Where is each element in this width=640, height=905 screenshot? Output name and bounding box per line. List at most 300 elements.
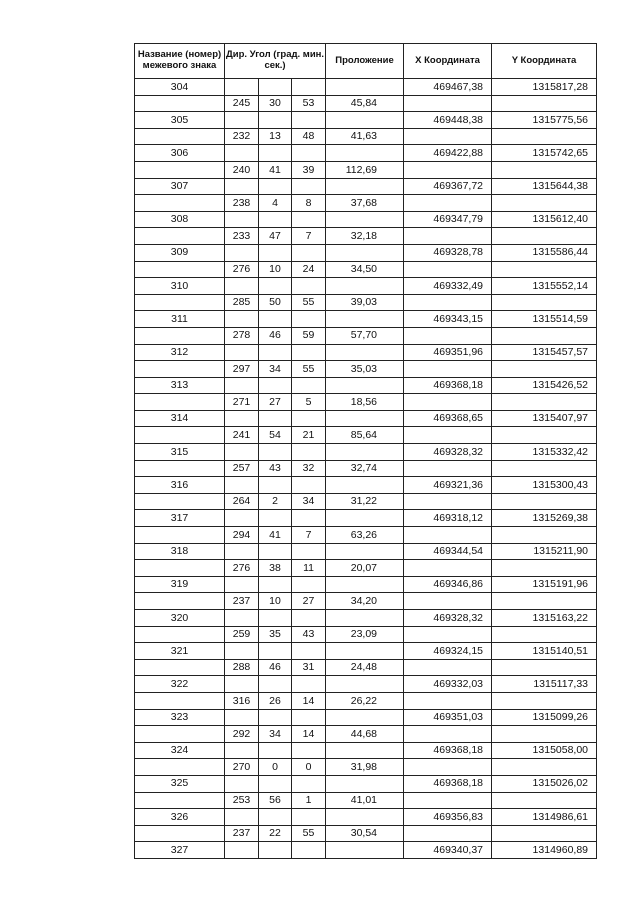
empty-cell xyxy=(135,759,225,776)
empty-cell xyxy=(492,361,597,378)
empty-cell xyxy=(259,211,292,228)
table-row-segment xyxy=(135,294,597,311)
empty-cell xyxy=(326,244,404,261)
empty-cell xyxy=(492,460,597,477)
angle-minutes: 30 xyxy=(259,95,292,112)
angle-minutes: 34 xyxy=(259,726,292,743)
angle-degrees: 276 xyxy=(225,261,259,278)
empty-cell xyxy=(492,394,597,411)
empty-cell xyxy=(404,95,492,112)
header-distance: Проложение xyxy=(326,44,404,79)
y-coordinate: 1314960,89 xyxy=(492,842,597,859)
empty-cell xyxy=(326,610,404,627)
angle-degrees: 238 xyxy=(225,195,259,212)
empty-cell xyxy=(404,195,492,212)
empty-cell xyxy=(292,842,326,859)
angle-seconds: 39 xyxy=(292,161,326,178)
table-row-segment xyxy=(135,692,597,709)
distance: 37,68 xyxy=(326,195,404,212)
empty-cell xyxy=(292,709,326,726)
empty-cell xyxy=(135,427,225,444)
empty-cell xyxy=(225,510,259,527)
y-coordinate: 1315140,51 xyxy=(492,643,597,660)
empty-cell xyxy=(404,560,492,577)
empty-cell xyxy=(135,161,225,178)
x-coordinate: 469448,38 xyxy=(404,112,492,129)
empty-cell xyxy=(135,361,225,378)
angle-degrees: 271 xyxy=(225,394,259,411)
distance: 41,01 xyxy=(326,792,404,809)
point-name: 322 xyxy=(135,676,225,693)
empty-cell xyxy=(259,410,292,427)
empty-cell xyxy=(404,327,492,344)
angle-seconds: 59 xyxy=(292,327,326,344)
distance: 112,69 xyxy=(326,161,404,178)
empty-cell xyxy=(259,444,292,461)
angle-seconds: 8 xyxy=(292,195,326,212)
x-coordinate: 469422,88 xyxy=(404,145,492,162)
empty-cell xyxy=(135,527,225,544)
table-row-point xyxy=(135,676,597,693)
empty-cell xyxy=(259,643,292,660)
empty-cell xyxy=(404,460,492,477)
angle-minutes: 46 xyxy=(259,327,292,344)
empty-cell xyxy=(135,692,225,709)
distance: 35,03 xyxy=(326,361,404,378)
x-coordinate: 469351,03 xyxy=(404,709,492,726)
empty-cell xyxy=(292,477,326,494)
empty-cell xyxy=(292,775,326,792)
angle-seconds: 55 xyxy=(292,361,326,378)
point-name: 312 xyxy=(135,344,225,361)
angle-degrees: 278 xyxy=(225,327,259,344)
table-row-segment xyxy=(135,726,597,743)
empty-cell xyxy=(292,742,326,759)
angle-degrees: 270 xyxy=(225,759,259,776)
empty-cell xyxy=(259,809,292,826)
empty-cell xyxy=(492,261,597,278)
table-row-segment xyxy=(135,460,597,477)
table-row-segment xyxy=(135,195,597,212)
x-coordinate: 469368,18 xyxy=(404,742,492,759)
distance: 34,50 xyxy=(326,261,404,278)
x-coordinate: 469340,37 xyxy=(404,842,492,859)
empty-cell xyxy=(259,775,292,792)
empty-cell xyxy=(135,195,225,212)
header-name: Название (номер) межевого знака xyxy=(135,44,225,79)
empty-cell xyxy=(492,659,597,676)
empty-cell xyxy=(259,842,292,859)
distance: 23,09 xyxy=(326,626,404,643)
empty-cell xyxy=(404,659,492,676)
table-row-segment xyxy=(135,825,597,842)
empty-cell xyxy=(259,676,292,693)
empty-cell xyxy=(259,377,292,394)
empty-cell xyxy=(492,95,597,112)
empty-cell xyxy=(292,543,326,560)
angle-seconds: 34 xyxy=(292,493,326,510)
table-row-point xyxy=(135,742,597,759)
x-coordinate: 469368,65 xyxy=(404,410,492,427)
empty-cell xyxy=(259,112,292,129)
distance: 24,48 xyxy=(326,659,404,676)
distance: 45,84 xyxy=(326,95,404,112)
y-coordinate: 1315742,65 xyxy=(492,145,597,162)
empty-cell xyxy=(492,294,597,311)
angle-seconds: 7 xyxy=(292,527,326,544)
point-name: 324 xyxy=(135,742,225,759)
angle-minutes: 13 xyxy=(259,128,292,145)
distance: 39,03 xyxy=(326,294,404,311)
point-name: 308 xyxy=(135,211,225,228)
angle-seconds: 43 xyxy=(292,626,326,643)
x-coordinate: 469324,15 xyxy=(404,643,492,660)
y-coordinate: 1315552,14 xyxy=(492,278,597,295)
empty-cell xyxy=(225,79,259,96)
angle-degrees: 297 xyxy=(225,361,259,378)
empty-cell xyxy=(259,742,292,759)
x-coordinate: 469321,36 xyxy=(404,477,492,494)
empty-cell xyxy=(259,543,292,560)
x-coordinate: 469368,18 xyxy=(404,775,492,792)
x-coordinate: 469367,72 xyxy=(404,178,492,195)
empty-cell xyxy=(326,211,404,228)
point-name: 325 xyxy=(135,775,225,792)
distance: 20,07 xyxy=(326,560,404,577)
empty-cell xyxy=(135,261,225,278)
empty-cell xyxy=(225,145,259,162)
table-row-point xyxy=(135,576,597,593)
x-coordinate: 469356,83 xyxy=(404,809,492,826)
empty-cell xyxy=(259,244,292,261)
table-row-segment xyxy=(135,95,597,112)
empty-cell xyxy=(292,211,326,228)
empty-cell xyxy=(225,842,259,859)
empty-cell xyxy=(225,742,259,759)
distance: 18,56 xyxy=(326,394,404,411)
x-coordinate: 469332,49 xyxy=(404,278,492,295)
empty-cell xyxy=(225,643,259,660)
angle-minutes: 38 xyxy=(259,560,292,577)
empty-cell xyxy=(404,593,492,610)
table-row-point xyxy=(135,643,597,660)
empty-cell xyxy=(326,145,404,162)
empty-cell xyxy=(225,377,259,394)
x-coordinate: 469328,32 xyxy=(404,610,492,627)
empty-cell xyxy=(326,178,404,195)
empty-cell xyxy=(404,361,492,378)
empty-cell xyxy=(326,742,404,759)
angle-degrees: 253 xyxy=(225,792,259,809)
angle-minutes: 27 xyxy=(259,394,292,411)
point-name: 327 xyxy=(135,842,225,859)
empty-cell xyxy=(292,278,326,295)
empty-cell xyxy=(404,228,492,245)
empty-cell xyxy=(404,261,492,278)
empty-cell xyxy=(292,444,326,461)
empty-cell xyxy=(135,626,225,643)
angle-seconds: 32 xyxy=(292,460,326,477)
table-row-point xyxy=(135,610,597,627)
angle-minutes: 41 xyxy=(259,161,292,178)
distance: 31,22 xyxy=(326,493,404,510)
table-row-point xyxy=(135,145,597,162)
empty-cell xyxy=(225,178,259,195)
angle-seconds: 14 xyxy=(292,726,326,743)
y-coordinate: 1315457,57 xyxy=(492,344,597,361)
angle-seconds: 55 xyxy=(292,294,326,311)
y-coordinate: 1315514,59 xyxy=(492,311,597,328)
angle-degrees: 276 xyxy=(225,560,259,577)
header-y: Y Координата xyxy=(492,44,597,79)
empty-cell xyxy=(259,576,292,593)
x-coordinate: 469332,03 xyxy=(404,676,492,693)
empty-cell xyxy=(404,726,492,743)
point-name: 323 xyxy=(135,709,225,726)
empty-cell xyxy=(492,427,597,444)
empty-cell xyxy=(492,228,597,245)
y-coordinate: 1315332,42 xyxy=(492,444,597,461)
empty-cell xyxy=(326,377,404,394)
empty-cell xyxy=(326,842,404,859)
point-name: 316 xyxy=(135,477,225,494)
empty-cell xyxy=(292,178,326,195)
distance: 57,70 xyxy=(326,327,404,344)
table-row-segment xyxy=(135,261,597,278)
empty-cell xyxy=(492,692,597,709)
empty-cell xyxy=(326,410,404,427)
angle-degrees: 233 xyxy=(225,228,259,245)
point-name: 317 xyxy=(135,510,225,527)
angle-seconds: 21 xyxy=(292,427,326,444)
y-coordinate: 1315117,33 xyxy=(492,676,597,693)
x-coordinate: 469368,18 xyxy=(404,377,492,394)
x-coordinate: 469347,79 xyxy=(404,211,492,228)
empty-cell xyxy=(259,709,292,726)
table-row-point xyxy=(135,244,597,261)
angle-seconds: 0 xyxy=(292,759,326,776)
table-row-segment xyxy=(135,161,597,178)
empty-cell xyxy=(225,112,259,129)
empty-cell xyxy=(292,809,326,826)
empty-cell xyxy=(135,460,225,477)
empty-cell xyxy=(326,676,404,693)
table-row-point xyxy=(135,543,597,560)
angle-minutes: 10 xyxy=(259,261,292,278)
empty-cell xyxy=(292,576,326,593)
empty-cell xyxy=(404,759,492,776)
table-row-point xyxy=(135,842,597,859)
y-coordinate: 1315407,97 xyxy=(492,410,597,427)
empty-cell xyxy=(225,244,259,261)
point-name: 306 xyxy=(135,145,225,162)
angle-minutes: 43 xyxy=(259,460,292,477)
empty-cell xyxy=(135,493,225,510)
point-name: 326 xyxy=(135,809,225,826)
angle-degrees: 292 xyxy=(225,726,259,743)
empty-cell xyxy=(404,427,492,444)
empty-cell xyxy=(326,576,404,593)
point-name: 311 xyxy=(135,311,225,328)
empty-cell xyxy=(135,726,225,743)
empty-cell xyxy=(326,477,404,494)
table-row-segment xyxy=(135,759,597,776)
table-row-point xyxy=(135,477,597,494)
empty-cell xyxy=(259,311,292,328)
empty-cell xyxy=(225,477,259,494)
table-row-point xyxy=(135,377,597,394)
empty-cell xyxy=(292,344,326,361)
table-row-segment xyxy=(135,493,597,510)
y-coordinate: 1315300,43 xyxy=(492,477,597,494)
empty-cell xyxy=(259,79,292,96)
empty-cell xyxy=(326,311,404,328)
angle-minutes: 54 xyxy=(259,427,292,444)
header-x: X Координата xyxy=(404,44,492,79)
empty-cell xyxy=(404,626,492,643)
angle-minutes: 35 xyxy=(259,626,292,643)
angle-minutes: 0 xyxy=(259,759,292,776)
empty-cell xyxy=(225,543,259,560)
point-name: 314 xyxy=(135,410,225,427)
angle-minutes: 50 xyxy=(259,294,292,311)
angle-degrees: 264 xyxy=(225,493,259,510)
x-coordinate: 469351,96 xyxy=(404,344,492,361)
point-name: 319 xyxy=(135,576,225,593)
table-row-point xyxy=(135,311,597,328)
empty-cell xyxy=(292,311,326,328)
empty-cell xyxy=(292,410,326,427)
empty-cell xyxy=(292,145,326,162)
empty-cell xyxy=(292,112,326,129)
y-coordinate: 1315191,96 xyxy=(492,576,597,593)
empty-cell xyxy=(492,593,597,610)
empty-cell xyxy=(225,311,259,328)
distance: 63,26 xyxy=(326,527,404,544)
angle-seconds: 48 xyxy=(292,128,326,145)
empty-cell xyxy=(135,825,225,842)
angle-minutes: 46 xyxy=(259,659,292,676)
table-row-segment xyxy=(135,361,597,378)
table-row-point xyxy=(135,344,597,361)
empty-cell xyxy=(259,610,292,627)
angle-minutes: 26 xyxy=(259,692,292,709)
empty-cell xyxy=(135,560,225,577)
empty-cell xyxy=(292,643,326,660)
table-row-segment xyxy=(135,427,597,444)
point-name: 313 xyxy=(135,377,225,394)
empty-cell xyxy=(135,294,225,311)
table-row-point xyxy=(135,444,597,461)
y-coordinate: 1315058,00 xyxy=(492,742,597,759)
point-name: 320 xyxy=(135,610,225,627)
y-coordinate: 1315163,22 xyxy=(492,610,597,627)
angle-degrees: 237 xyxy=(225,593,259,610)
point-name: 304 xyxy=(135,79,225,96)
y-coordinate: 1315426,52 xyxy=(492,377,597,394)
empty-cell xyxy=(225,410,259,427)
empty-cell xyxy=(492,128,597,145)
empty-cell xyxy=(225,676,259,693)
y-coordinate: 1315026,02 xyxy=(492,775,597,792)
empty-cell xyxy=(292,79,326,96)
distance: 26,22 xyxy=(326,692,404,709)
angle-minutes: 47 xyxy=(259,228,292,245)
coordinates-table xyxy=(134,43,597,859)
y-coordinate: 1315211,90 xyxy=(492,543,597,560)
distance: 32,18 xyxy=(326,228,404,245)
empty-cell xyxy=(292,676,326,693)
table-row-segment xyxy=(135,593,597,610)
empty-cell xyxy=(259,344,292,361)
angle-degrees: 240 xyxy=(225,161,259,178)
empty-cell xyxy=(326,809,404,826)
x-coordinate: 469328,32 xyxy=(404,444,492,461)
x-coordinate: 469344,54 xyxy=(404,543,492,560)
point-name: 307 xyxy=(135,178,225,195)
empty-cell xyxy=(492,560,597,577)
angle-minutes: 4 xyxy=(259,195,292,212)
header-angle: Дир. Угол (град. мин. сек.) xyxy=(225,44,326,79)
angle-degrees: 259 xyxy=(225,626,259,643)
table-row-point xyxy=(135,410,597,427)
empty-cell xyxy=(225,278,259,295)
angle-degrees: 241 xyxy=(225,427,259,444)
table-body xyxy=(135,79,597,859)
empty-cell xyxy=(135,327,225,344)
empty-cell xyxy=(404,527,492,544)
empty-cell xyxy=(404,493,492,510)
angle-seconds: 27 xyxy=(292,593,326,610)
table-row-segment xyxy=(135,128,597,145)
point-name: 309 xyxy=(135,244,225,261)
empty-cell xyxy=(404,692,492,709)
distance: 41,63 xyxy=(326,128,404,145)
empty-cell xyxy=(259,278,292,295)
table-row-point xyxy=(135,112,597,129)
angle-minutes: 56 xyxy=(259,792,292,809)
table-row-segment xyxy=(135,560,597,577)
angle-degrees: 316 xyxy=(225,692,259,709)
y-coordinate: 1314986,61 xyxy=(492,809,597,826)
empty-cell xyxy=(492,327,597,344)
table-row-point xyxy=(135,278,597,295)
empty-cell xyxy=(492,161,597,178)
table-row-point xyxy=(135,211,597,228)
x-coordinate: 469346,86 xyxy=(404,576,492,593)
point-name: 315 xyxy=(135,444,225,461)
empty-cell xyxy=(259,178,292,195)
angle-minutes: 2 xyxy=(259,493,292,510)
angle-seconds: 24 xyxy=(292,261,326,278)
table-row-point xyxy=(135,775,597,792)
empty-cell xyxy=(135,792,225,809)
table-row-point xyxy=(135,178,597,195)
distance: 85,64 xyxy=(326,427,404,444)
empty-cell xyxy=(492,493,597,510)
y-coordinate: 1315775,56 xyxy=(492,112,597,129)
table-row-segment xyxy=(135,659,597,676)
empty-cell xyxy=(135,95,225,112)
table-row-segment xyxy=(135,527,597,544)
angle-degrees: 294 xyxy=(225,527,259,544)
table-row-segment xyxy=(135,394,597,411)
empty-cell xyxy=(404,294,492,311)
empty-cell xyxy=(404,825,492,842)
empty-cell xyxy=(404,161,492,178)
point-name: 305 xyxy=(135,112,225,129)
table-row-segment xyxy=(135,626,597,643)
